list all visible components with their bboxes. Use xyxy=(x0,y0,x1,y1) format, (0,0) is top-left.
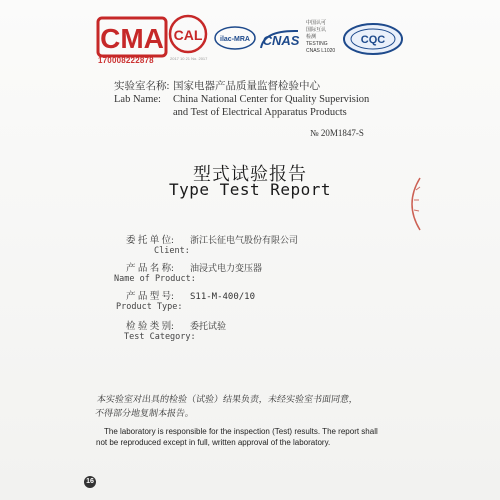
cal-logo xyxy=(168,12,208,56)
product-label-cn: 产 品 名 称: xyxy=(126,264,174,274)
svg-text:CNAS: CNAS xyxy=(262,33,300,48)
type-value: S11-M-400/10 xyxy=(190,292,256,302)
cnas-line: 检测 xyxy=(306,34,317,40)
lab-label-en: Lab Name: xyxy=(114,94,161,105)
field-test-category xyxy=(126,318,226,342)
cnas-accreditation-text xyxy=(306,20,335,55)
cqc-logo xyxy=(342,22,404,56)
type-label-en: Product Type: xyxy=(116,302,183,312)
disclaimer-cn-line2: 不得部分地复制本报告。 xyxy=(94,408,195,418)
disclaimer-chinese xyxy=(94,392,359,420)
svg-text:CMA: CMA xyxy=(100,23,164,54)
lab-name-en-line2: and Test of Electrical Apparatus Products xyxy=(173,107,347,118)
lab-name-cn: 国家电器产品质量监督检验中心 xyxy=(173,81,320,92)
disclaimer-en-line2: not be reproduced except in full, written approval of the laboratory. xyxy=(96,438,331,447)
cnas-logo xyxy=(258,28,304,50)
category-value: 委托试验 xyxy=(190,322,227,332)
type-label-cn: 产 品 型 号: xyxy=(126,292,174,302)
cal-subtext: 2017 10 21 No. 2017 xyxy=(170,56,208,61)
client-label-en: Client: xyxy=(154,246,190,256)
title-chinese: 型式试验报告 xyxy=(193,164,307,185)
cnas-line: CNAS L1020 xyxy=(306,48,336,54)
cnas-line: 中国认可 xyxy=(306,20,327,26)
client-label-cn: 委 托 单 位: xyxy=(126,236,174,246)
disclaimer-english xyxy=(96,426,378,448)
field-product-name xyxy=(114,260,263,284)
cma-certificate-code: 170008222878 xyxy=(98,56,154,65)
lab-name-en-line1: China National Center for Quality Supervision xyxy=(173,94,370,105)
svg-text:CQC: CQC xyxy=(360,34,386,46)
category-label-cn: 检 验 类 别: xyxy=(126,322,174,332)
field-client xyxy=(126,232,298,256)
cma-logo xyxy=(96,14,168,62)
client-value: 浙江长征电气股份有限公司 xyxy=(190,236,299,246)
cnas-line: TESTING xyxy=(306,41,328,47)
lab-label-cn: 实验室名称: xyxy=(114,81,170,92)
product-label-en: Name of Product: xyxy=(114,274,196,284)
page-number-mark: 16 xyxy=(84,476,96,488)
disclaimer-en-line1: The laboratory is responsible for the inspection (Test) results. The report shall xyxy=(104,427,378,436)
svg-text:ilac-MRA: ilac-MRA xyxy=(220,36,250,43)
lab-name-block xyxy=(114,80,369,119)
disclaimer-cn-line1: 本实验室对出具的检验（试验）结果负责，未经实验室书面同意， xyxy=(96,394,359,404)
field-product-type xyxy=(116,288,256,312)
report-number: № 20M1847-S xyxy=(310,128,364,138)
red-seal-stamp-icon xyxy=(402,176,422,232)
ilac-mra-logo xyxy=(214,26,256,50)
title-english: Type Test Report xyxy=(168,180,332,199)
svg-text:CAL: CAL xyxy=(173,27,203,43)
cnas-line: 国际互认 xyxy=(306,27,327,33)
product-value: 油浸式电力变压器 xyxy=(190,264,263,274)
category-label-en: Test Category: xyxy=(124,332,196,342)
